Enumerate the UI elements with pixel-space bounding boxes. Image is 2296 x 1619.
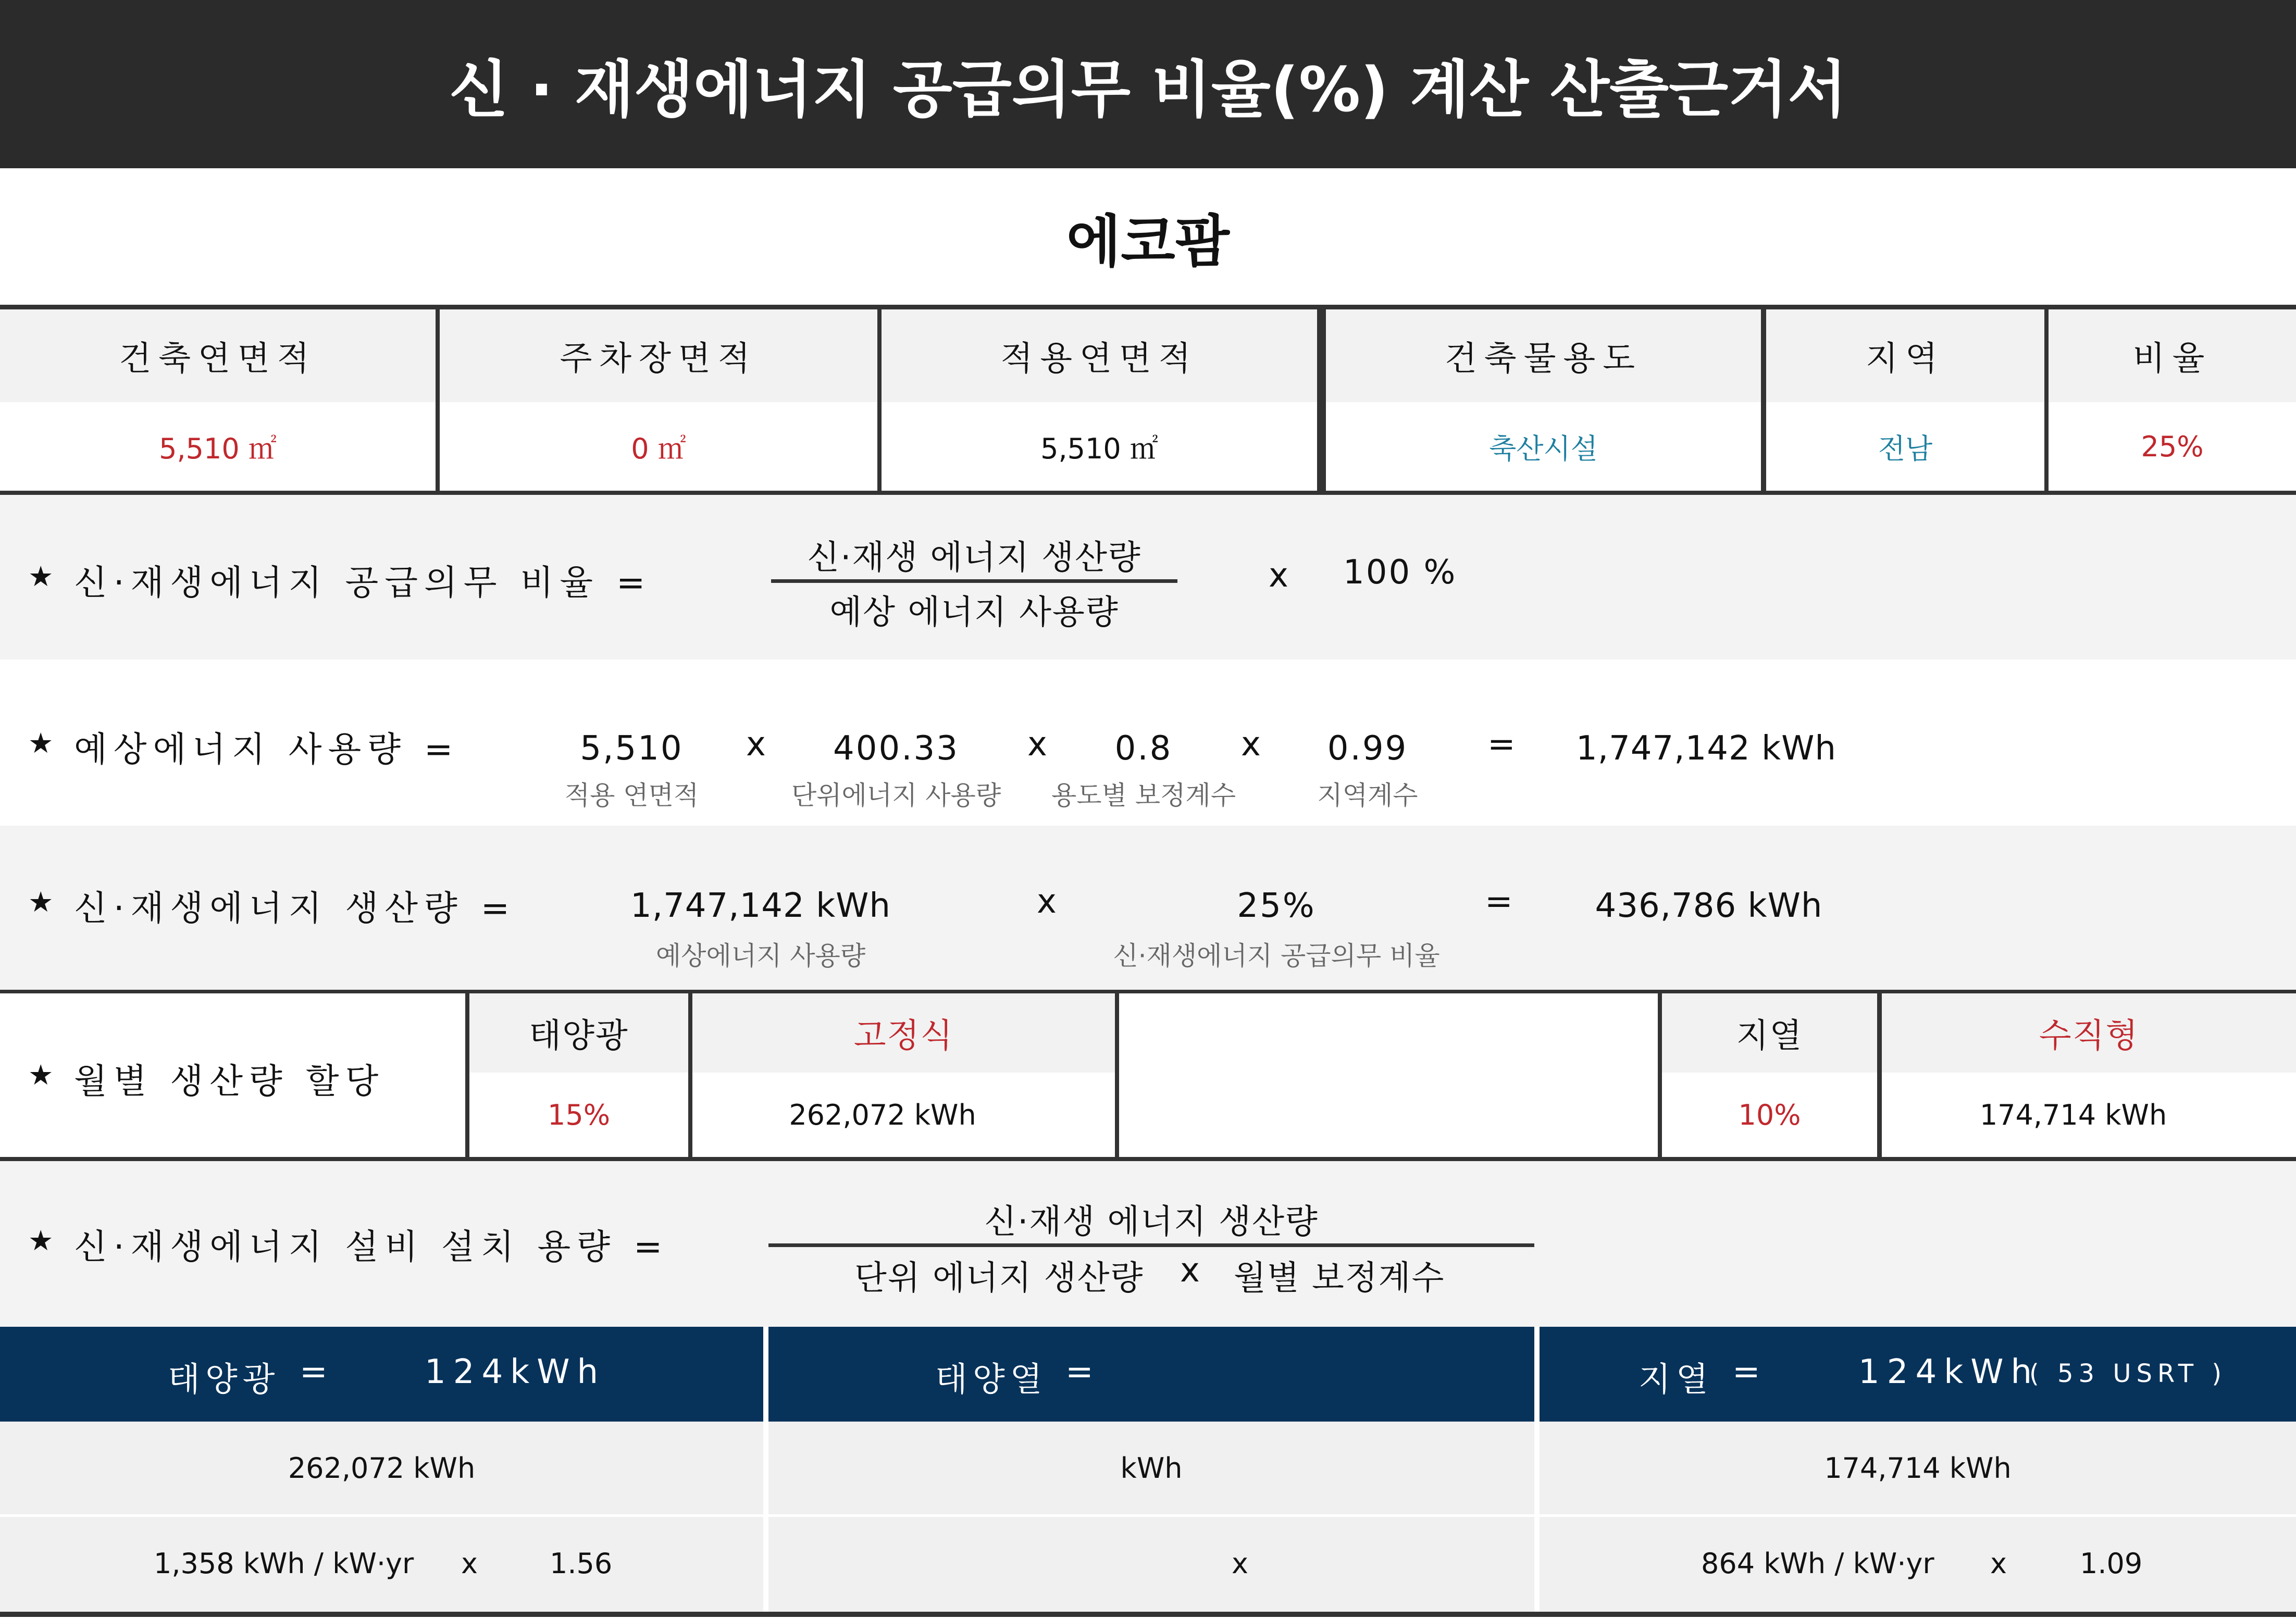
geo-kwh: 174,714 kWh — [1979, 1098, 2167, 1131]
formula-ratio-label: 신·재생에너지 공급의무 비율 = — [74, 563, 652, 603]
solar-kwh: 262,072 kWh — [789, 1098, 976, 1131]
production-result: 436,786 kWh — [1595, 887, 1823, 925]
usage-caption: 예상에너지 사용량 — [655, 941, 866, 971]
page-title: 신 · 재생에너지 공급의무 비율(%) 계산 산출근거서 — [0, 0, 2296, 168]
capacity-denominator-b: 월별 보정계수 — [1234, 1259, 1445, 1298]
expected-usage-result: 1,747,142 kWh — [1576, 729, 1836, 768]
column-divider — [1317, 309, 1322, 494]
solar-production-cell: 262,072 kWh — [288, 1451, 476, 1485]
header-applied-area: 적용연면적 — [882, 309, 1317, 402]
column-divider — [1115, 993, 1119, 1157]
star-icon: ★ — [28, 886, 54, 918]
geo-capacity-header — [1540, 1327, 2296, 1422]
capacity-denominator-a: 단위 에너지 생산량 — [854, 1259, 1144, 1298]
times-sign: x — [1241, 725, 1262, 764]
fraction-bar — [768, 1243, 1534, 1247]
ratio-multiplier: 100 % — [1343, 553, 1457, 592]
value-ratio: 25% — [2141, 430, 2204, 463]
solar-heat-capacity-header — [768, 1327, 1534, 1422]
solar-monthly-coef: 1.56 — [550, 1547, 613, 1580]
times-sign: x — [1269, 556, 1290, 595]
times-sign: x — [461, 1547, 478, 1580]
column-divider — [688, 993, 692, 1157]
column-divider — [1877, 993, 1882, 1157]
ratio-value: 25% — [1237, 887, 1316, 925]
times-sign: x — [746, 725, 767, 764]
times-sign: x — [1027, 725, 1049, 764]
ratio-numerator: 신·재생 에너지 생산량 — [807, 539, 1141, 577]
region-coef-caption: 지역계수 — [1317, 780, 1418, 811]
times-sign: x — [1180, 1251, 1201, 1290]
header-region: 지역 — [1766, 309, 2044, 402]
column-divider — [877, 309, 882, 494]
table-bottom-border — [0, 1157, 2296, 1161]
times-sign: x — [1037, 882, 1058, 921]
column-divider — [465, 993, 469, 1157]
usage-coef-caption: 용도별 보정계수 — [1051, 780, 1236, 811]
solar-type-header: 고정식 — [692, 993, 1115, 1073]
geo-type-header: 수직형 — [1882, 993, 2296, 1073]
equals-sign: = — [1487, 725, 1517, 764]
column-divider — [763, 1327, 768, 1612]
capacity-numerator: 신·재생 에너지 생산량 — [984, 1203, 1319, 1241]
unit-energy-caption: 단위에너지 사용량 — [791, 780, 1001, 811]
geo-monthly-coef: 1.09 — [2080, 1547, 2143, 1580]
star-icon: ★ — [28, 1224, 54, 1257]
column-divider — [436, 309, 440, 494]
header-parking-area: 주차장면적 — [440, 309, 877, 402]
ratio-denominator: 예상 에너지 사용량 — [829, 593, 1119, 632]
header-building-use: 건축물용도 — [1326, 309, 1761, 402]
fraction-bar — [771, 579, 1177, 583]
geo-production-cell: 174,714 kWh — [1824, 1451, 2012, 1485]
geo-unit-production: 864 kWh / kW·yr — [1701, 1547, 1934, 1580]
value-building-area: 5,510 ㎡ — [159, 432, 277, 465]
equals-sign: = — [1065, 1353, 1099, 1391]
applied-area-value: 5,510 — [580, 729, 684, 768]
times-sign: x — [1990, 1547, 2007, 1580]
production-label: 신·재생에너지 생산량 = — [74, 888, 516, 928]
value-parking-area: 0 ㎡ — [631, 432, 686, 465]
column-divider — [2044, 309, 2049, 494]
geo-capacity-note: ( 53 USRT ) — [2029, 1359, 2227, 1388]
star-icon: ★ — [28, 727, 54, 759]
applied-area-caption: 적용 연면적 — [564, 780, 699, 811]
column-divider — [1534, 1327, 1540, 1612]
capacity-formula-label: 신·재생에너지 설비 설치 용량 = — [74, 1227, 669, 1267]
equals-sign: = — [1732, 1353, 1766, 1391]
header-ratio: 비율 — [2049, 309, 2296, 402]
value-region: 전남 — [1878, 432, 1933, 465]
equals-sign: = — [300, 1353, 333, 1391]
geo-header: 지열 — [1662, 993, 1877, 1073]
usage-value: 1,747,142 kWh — [630, 887, 891, 925]
expected-usage-label: 예상에너지 사용량 = — [74, 729, 460, 769]
monthly-allocation-label: 월별 생산량 할당 — [74, 1061, 385, 1101]
table-bottom-border — [0, 491, 2296, 495]
ratio-caption: 신·재생에너지 공급의무 비율 — [1113, 941, 1440, 971]
column-divider — [1658, 993, 1662, 1157]
column-divider — [1322, 309, 1326, 494]
geo-capacity-value: 124kWh — [1858, 1353, 2040, 1391]
times-sign: x — [1232, 1547, 1248, 1580]
column-divider — [1761, 309, 1766, 494]
value-applied-area: 5,510 ㎡ — [1040, 432, 1158, 465]
geo-capacity-name: 지열 — [1639, 1361, 1714, 1399]
star-icon: ★ — [28, 1058, 54, 1091]
usage-coef-value: 0.8 — [1114, 729, 1173, 768]
solar-header: 태양광 — [469, 993, 688, 1073]
geo-percent: 10% — [1738, 1098, 1801, 1131]
value-building-use: 축산시설 — [1489, 432, 1598, 465]
equals-sign: = — [1485, 882, 1515, 921]
unit-energy-value: 400.33 — [833, 729, 959, 768]
table-top-border — [0, 305, 2296, 309]
company-name: 에코팜 — [1066, 209, 1230, 275]
solar-capacity-name: 태양광 — [168, 1361, 280, 1399]
table-bottom-border — [0, 1612, 2296, 1617]
region-coef-value: 0.99 — [1327, 729, 1408, 768]
header-building-area: 건축연면적 — [0, 309, 436, 402]
solar-percent: 15% — [547, 1098, 611, 1131]
solar-heat-production-cell: kWh — [1120, 1451, 1183, 1485]
solar-capacity-header — [0, 1327, 763, 1422]
table-top-border — [0, 990, 2296, 993]
solar-unit-production: 1,358 kWh / kW·yr — [154, 1547, 414, 1580]
solar-capacity-value: 124kWh — [425, 1353, 606, 1391]
solar-heat-capacity-name: 태양열 — [935, 1361, 1048, 1399]
star-icon: ★ — [28, 560, 54, 593]
